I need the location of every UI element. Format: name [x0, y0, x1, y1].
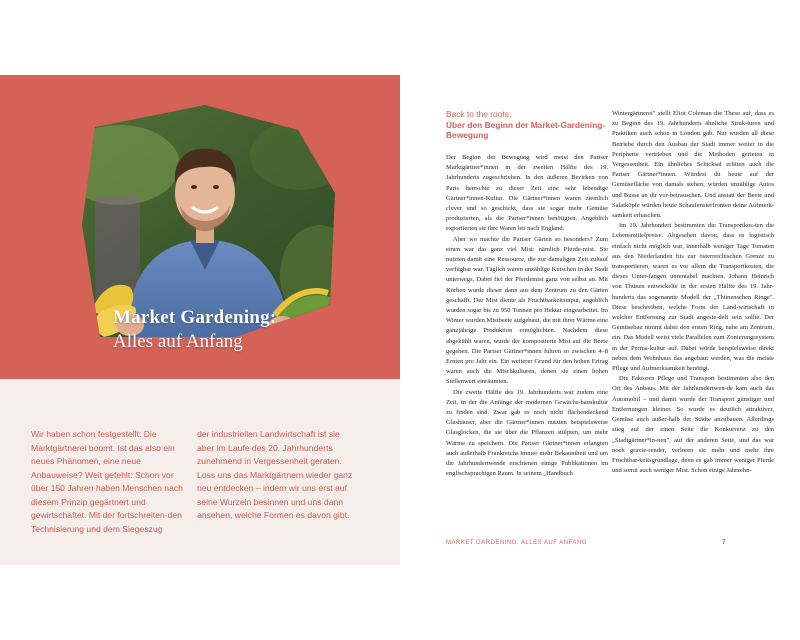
intro-text-column-2: der industriellen Landwirtschaft ist sie aber im Laufe des 20. Jahrhunderts zunehmend in Vergessenheit geraten. Loss uns das Marktgärtnern wieder ganz neu entdecken – indem wir uns erst auf seine Wurzeln besinnen und uns dann ansehen, welche Formen es davon gibt.: [197, 429, 353, 520]
body-paragraph: Der Beginn der Bewegung wird meist den Pariser Marktgärtner*innen in der zweiten Hälfte des 19. Jahrhunderts zugeschrieben. In den äußeren Bezirken von Paris herrschte zu dieser Zeit eine sehr lebendige Gärtner*innen-Kultur. Die Gärtner*innen waren ziemlich clever und so geschickt, dass sie sogar mehr Gemüse produzierten, als die Pariser*innen benötigten. Angeblich exportierten sie ihre Waren bis nach England.: [446, 154, 608, 233]
body-paragraph: Aber wo machte die Pariser Gärten so besonders? Zum einen war das ganz viel Mist: nämlich Pferde-mist. Sie nutzten damit eine Ressource, die zur damaligen Zeit zuhauf verfügbar war. Täglich waren unzählige Kutschen in der Stadt unterwegs. Dabei fiel der Pferdemist ganz von selbst an. Mit Körben wurde dieser dann aus dem Zentrum zu den Gärten geschafft. Der Mist diente als Fruchtbarkeitsinput, angeblich wurden sogar bis zu 950 Tonnen pro Hektar eingearbeitet. Im Winter wurden Mistbeete aufgebaut, die mit ihrer Wärme eine ganzjährige Produktion ermöglichten. Nachdem diese abgekühlt waren, wurde der kompostierte Mist auf die Beete gegeben. Die Pariser Gärtner*innen fuhren so zwischen 4–8 Ernten pro Jahr ein. Ein weiterer Grund für den hohen Ertrag waren auch die Mischkulturen, denen sie einen hohen Stellenwert einräumten.: [446, 235, 608, 386]
chapter-title-line1: Market Gardening:: [113, 307, 277, 328]
section-heading: [446, 109, 611, 141]
left-page: [0, 75, 400, 565]
page-number: 7: [722, 540, 726, 546]
body-column-1: [446, 153, 608, 480]
body-paragraph: Die Faktoren Pflege und Transport bestimmten also den Ort des Anbaus. Mit der Jahrhundertwen-de kam auch das Automobil – und damit wurde der Transport günstiger und Entfernungen kleiner. So wurde es deutlich attraktiver, Gemüse auch außer-halb der Städte anzubauen. Allerdings stieg auf der einen Seite die Konkurrenz zu den „Stadtgärtner*in-nen", auf der anderen Seite, und das war noch gravie-render, verloren sie mehr und mehr ihre Fruchtbar-keitsgrundlage, denn es gab immer weniger Pferde und somit auch weniger Mist. Schon einige Jahrzehn-: [612, 375, 774, 475]
section-eyebrow: Back to the roots:: [446, 109, 512, 119]
chapter-title-line2: Alles auf Anfang: [113, 331, 243, 352]
section-subheading: Über den Beginn der Market-Gardening-Bewegung: [446, 119, 606, 140]
running-footer: MARKET GARDENING: ALLES AUF ANFANG: [446, 540, 587, 546]
chapter-title: [113, 306, 276, 354]
right-page: [400, 75, 800, 565]
body-paragraph: Im 19. Jahrhundert bestimmten die Transportkos-ten die Lebensmittelpreise. Abgesehen davon, dass es logistisch einfach nicht möglich war, innerhalb weniger Tage Tomaten aus den Niederlanden bis zur österreichischen Grenze zu transportieren, waren es vor allem die Transportkosten, die dieses Unter-fangen unrentabel machten. Johann Heinrich von Thünen entwickelte in der ersten Hälfte des 19. Jahr-hunderts das sogenannte Modell der „Thünenschen Ringe". Diese beschreiben, welche Form der Land-wirtschaft in welcher Entfernung zur Stadt angesie-delt sein sollte. Der Gemüsebau nimmt dabei den ersten Ring, nahe am Zentrum, ein. Das Modell weist viele Parallelen zum Zonierungssystem in der Perma-kultur auf. Dabei würde beispielsweise direkt neben dem Wohnhaus das angebaut werden, was die meiste Pflege und Aufmerksamkeit benötigt.: [612, 222, 774, 373]
body-paragraph: Wintergärtnerei" stellt Eliot Coleman die These auf, dass es zu Beginn des 19. Jahrhunderts ähnliche Struk-turen und Praktiken auch schon in London gab. Nur wurden all diese Betriebe durch den Ausbau der Stadt immer weiter in die Peripherie vertrieben und die Methoden gerieten in Vergessenheit. Ein ähnliches Schicksal erlitten auch die Pariser Gärtner*innen. Würdest du heute auf der Gemüsefläche von damals stehen, würden unzählige Autos und Busse an dir vor-beirauschen. Und anstatt der Beete und Salatköpfe würden heute Schaufensterfronten deine Aufmerk-samkeit erhaschen.: [612, 110, 774, 220]
body-column-2: [612, 109, 774, 476]
intro-text-column-1: Wir haben schon festgestellt: Die Marktgärtnerei boomt. Ist das also ein neues Phänomen, eine neue Anbauweise? Weit gefehlt: Schon vor über 150 Jahren haben Menschen nach diesem Prinzip gegärtnert und gewirtschaftet. Mit der fortschreiten-den Technisierung und dem Siegeszug: [31, 429, 183, 534]
book-spread: [0, 75, 800, 565]
body-paragraph: Die zweite Hälfte des 19. Jahrhunderts war zudem eine Zeit, in der die Anfänge der modernen Gewächs-hauskultur zu finden sind. Zwar gab es noch nicht flächendeckend Glashäuser, aber die Gärtner*innen nutzten beispielsweise Glasglocken, die sie über die Pflanzen stülpten, um mehr Wärme zu speichern. Die Pariser Gärtner*innen erlangten auch außerhalb Frankreichs immer mehr Bekanntheit und um die Jahrhundertwende erschienen einige Publikationen im englischsprachigen Raum. In seinem „Handbuch: [446, 388, 608, 478]
